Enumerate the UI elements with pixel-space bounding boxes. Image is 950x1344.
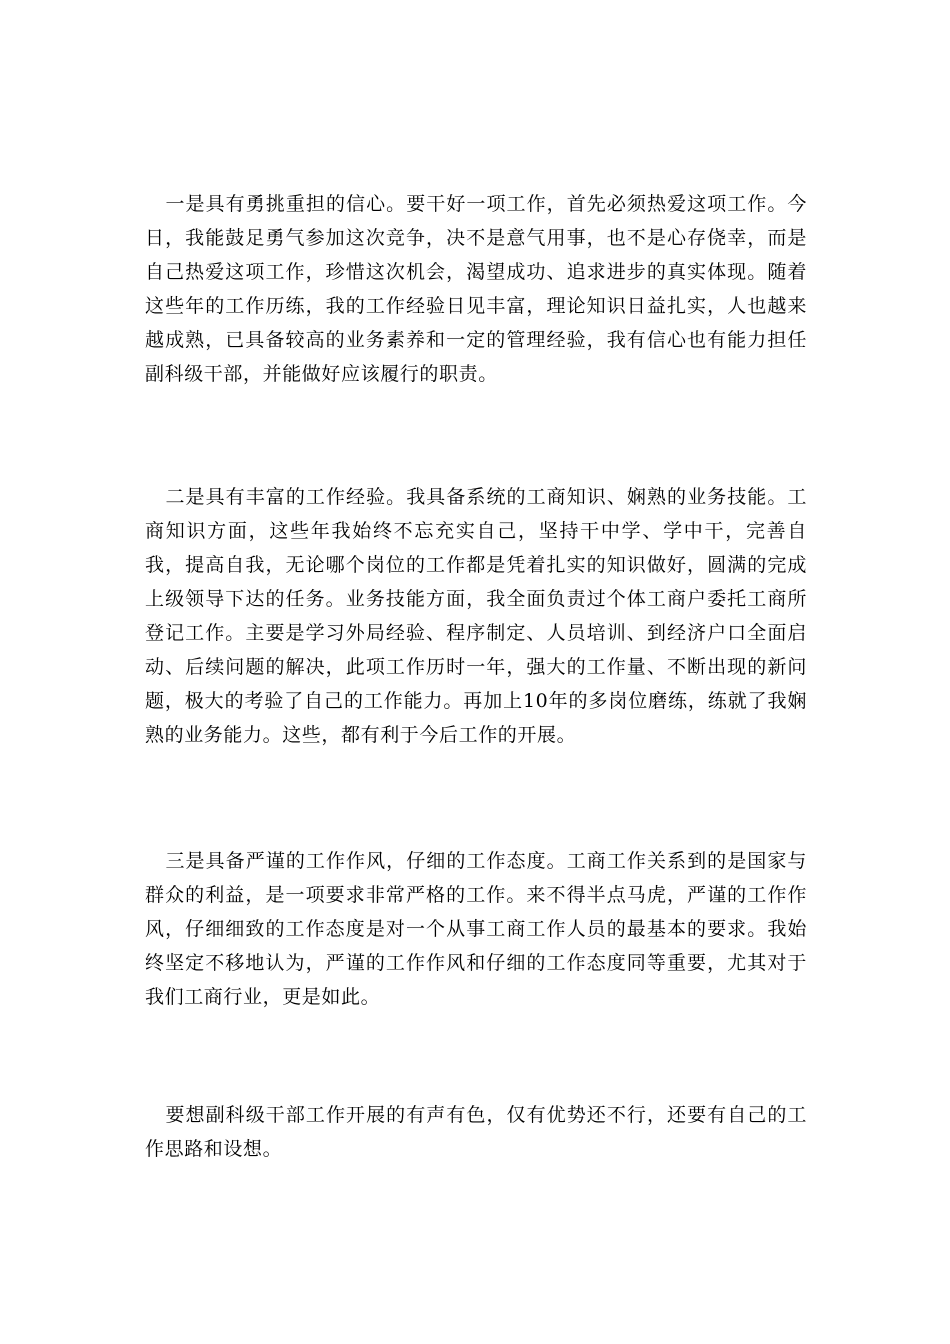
paragraph-text: 一是具有勇挑重担的信心。要干好一项工作，首先必须热爱这项工作。今日，我能鼓足勇气参加这次竞争，决不是意气用事，也不是心存侥幸，而是自己热爱这项工作，珍惜这次机会，渴望成功、追求进步的真实体现。随着这些年的工作历练，我的工作经验日见丰富，理论知识日益扎实，人也越来越成熟，已具备较高的业务素养和一定的管理经验，我有信心也有能力担任副科级干部，并能做好应该履行的职责。	[145, 193, 807, 385]
paragraph-ideas	[145, 1098, 807, 1166]
paragraph-text: 二是具有丰富的工作经验。我具备系统的工商知识、娴熟的业务技能。工商知识方面，这些年我始终不忘充实自己，坚持干中学、学中干，完善自我，提高自我，无论哪个岗位的工作都是凭着扎实的知识做好，圆满的完成上级领导下达的任务。业务技能方面，我全面负责过个体工商户委托工商所登记工作。主要是学习外局经验、程序制定、人员培训、到经济户口全面启动、后续问题的解决，此项工作历时一年，强大的工作量、不断出现的新问题，极大的考验了自己的工作能力。再加上10年的多岗位磨练，练就了我娴熟的业务能力。这些，都有利于今后工作的开展。	[145, 486, 807, 746]
paragraph-experience	[145, 480, 807, 752]
paragraph-text: 三是具备严谨的工作作风，仔细的工作态度。工商工作关系到的是国家与群众的利益，是一项要求非常严格的工作。来不得半点马虎，严谨的工作作风，仔细细致的工作态度是对一个从事工商工作人员的最基本的要求。我始终坚定不移地认为，严谨的工作作风和仔细的工作态度同等重要，尤其对于我们工商行业，更是如此。	[145, 850, 807, 1008]
paragraph-confidence	[145, 187, 807, 391]
paragraph-work-style	[145, 844, 807, 1014]
paragraph-text: 要想副科级干部工作开展的有声有色，仅有优势还不行，还要有自己的工作思路和设想。	[145, 1104, 807, 1160]
